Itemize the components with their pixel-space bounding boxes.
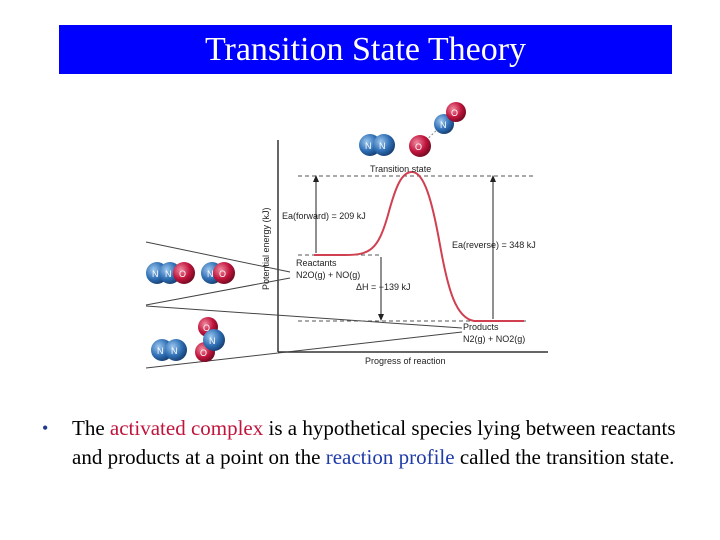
n2-n1-label: N	[157, 346, 164, 356]
products-formula: N2(g) + NO2(g)	[463, 334, 526, 344]
products-label: Products	[463, 322, 499, 332]
bullet-text-1: The	[72, 416, 110, 440]
ts-n3-label: N	[440, 120, 447, 130]
bullet-text-3: called the transition state.	[454, 445, 675, 469]
bullet-text	[72, 414, 692, 472]
reactants-formula: N2O(g) + NO(g)	[296, 270, 361, 280]
ts-n1-label: N	[365, 141, 372, 151]
ts-o2-label: O	[451, 108, 459, 118]
bullet-point	[42, 414, 692, 472]
reactants-label: Reactants	[296, 258, 337, 268]
no2-o2-label: O	[200, 348, 208, 358]
bullet-text-2: is a hypothetical species lying between reactants and products at a point on the	[72, 416, 676, 469]
n2o-n2-label: N	[165, 269, 172, 279]
ea-reverse-label: Ea(reverse) = 348 kJ	[452, 240, 536, 250]
transition-state-label: Transition state	[370, 164, 432, 174]
bullet-icon: •	[42, 418, 49, 438]
delta-h-label: ΔH = −139 kJ	[356, 282, 411, 292]
transition-state-molecule	[359, 102, 466, 157]
no2-o1-label: O	[203, 323, 211, 333]
no-n-label: N	[207, 269, 214, 279]
slide-title: Transition State Theory	[204, 30, 527, 68]
no2-n-label: N	[209, 336, 216, 346]
reaction-profile-term: reaction profile	[325, 445, 455, 469]
n2o-n1-label: N	[152, 269, 159, 279]
y-axis-label: Potential energy (kJ)	[261, 207, 271, 290]
product-guide-top	[146, 306, 462, 328]
ts-o1-label: O	[415, 142, 423, 152]
ts-n2-label: N	[379, 141, 386, 151]
ea-forward-label: Ea(forward) = 209 kJ	[282, 211, 366, 221]
x-axis-label: Progress of reaction	[365, 356, 446, 366]
activated-complex-term: activated complex	[109, 416, 264, 440]
n2o-o-label: O	[179, 269, 187, 279]
no-o-label: O	[219, 269, 227, 279]
n2-n2-label: N	[171, 346, 178, 356]
